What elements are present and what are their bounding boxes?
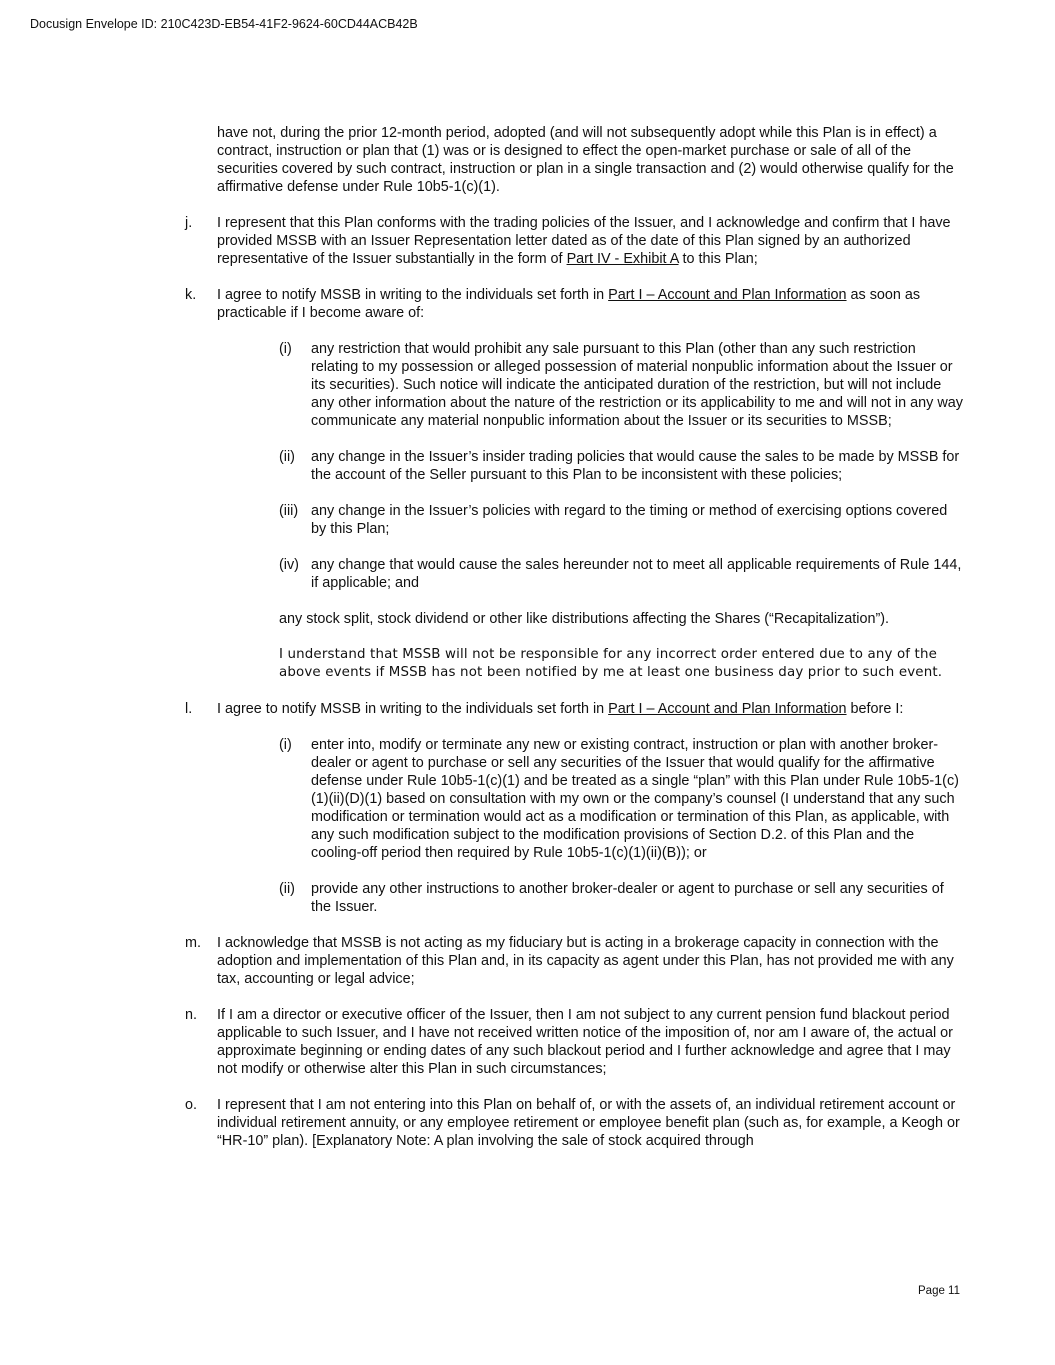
item-l-sub-ii-text: provide any other instructions to another broker-dealer or agent to purchase or sell any securities of the Issuer. (311, 881, 944, 915)
item-j-text (217, 214, 965, 268)
envelope-id: Docusign Envelope ID: 210C423D-EB54-41F2-9624-60CD44ACB42B (30, 17, 418, 31)
item-l-text-after: before I: (846, 701, 904, 717)
item-k-sub-ii-text: any change in the Issuer’s insider trading policies that would cause the sales to be made by MSSB for the account of the Seller pursuant to this Plan to be inconsistent with these policies; (311, 449, 960, 483)
item-n-text: If I am a director or executive officer of the Issuer, then I am not subject to any current pension fund blackout period applicable to such Issuer, and I have not received written notice of the imposition of, nor am I aware of, the actual or approximate beginning or ending dates of any such blackout period and I further acknowledge and agree that I may not modify or otherwise alter this Plan in such circumstances; (217, 1007, 953, 1077)
item-l-marker: l. (185, 701, 193, 717)
item-m-text: I acknowledge that MSSB is not acting as my fiduciary but is acting in a brokerage capacity in connection with the adoption and implementation of this Plan and, in its capacity as agent under this Plan, has not provided me with any tax, accounting or legal advice; (217, 935, 954, 987)
item-k-sub-i (0, 340, 1055, 430)
part-i-account-plan-link[interactable]: Part I – Account and Plan Information (608, 287, 847, 303)
continuation-paragraph: have not, during the prior 12-month period, adopted (and will not subsequently adopt while this Plan is in effect) a contract, instruction or plan that (1) was or is designed to effect the open-market purchase or sale of all of the securities covered by such contract, instruction or plan in a single transaction and (2) would otherwise qualify for the affirmative defense under Rule 10b5-1(c)(1). (217, 125, 954, 195)
item-k (0, 286, 1055, 322)
item-k-sub-iv-text: any change that would cause the sales hereunder not to meet all applicable requirements of Rule 144, if applicable; and (311, 557, 962, 591)
item-k-text-after: as soon as practicable if I become aware of: (217, 287, 921, 321)
item-o-marker: o. (185, 1097, 198, 1113)
item-k-sub-ii (0, 448, 1055, 484)
item-l-text (217, 700, 965, 718)
recapitalization-text: any stock split, stock dividend or other like distributions affecting the Shares (“Recapitalization”). (279, 611, 890, 627)
item-k-text-before: I agree to notify MSSB in writing to the individuals set forth in (217, 287, 609, 303)
document-body (0, 124, 1055, 1150)
item-o (0, 1096, 1055, 1150)
item-k-marker: k. (185, 287, 197, 303)
item-l-sub-ii (0, 880, 1055, 916)
item-k-sub-iv-marker: (iv) (279, 557, 299, 573)
item-l-sub-i-text: enter into, modify or terminate any new or existing contract, instruction or plan with another broker-dealer or agent to purchase or sell any securities of the Issuer that would qualify for the affirmative defense under Rule 10b5-1(c)(1) and be treated as a single “plan” with this Plan under Rule 10b5-1(c)(1)(ii)(D)(1) based on consultation with my own or the company’s counsel (I understand that any such modification or termination would act as a modification or termination of this Plan, as applicable, with any such modification subject to the modification provisions of Section D.2. of this Plan and the cooling-off period then required by Rule 10b5-1(c)(1)(ii)(B)); or (311, 737, 959, 861)
item-l-sub-i (0, 736, 1055, 862)
item-k-sub-iv (0, 556, 1055, 592)
item-j-text-after: to this Plan; (678, 251, 758, 267)
item-k-text (217, 286, 965, 322)
item-l-sub-i-marker: (i) (279, 737, 292, 753)
item-m-marker: m. (185, 935, 201, 951)
item-j-text-before: I represent that this Plan conforms with the trading policies of the Issuer, and I acknowledge and confirm that I have provided MSSB with an Issuer Representation letter dated as of the date of this Plan signed by an authorized representative of the Issuer substantially in the form of (217, 215, 951, 267)
item-k-sub-i-text: any restriction that would prohibit any sale pursuant to this Plan (other than any such restriction relating to my possession or alleged possession of material nonpublic information about the Issuer or its securities). Such notice will indicate the anticipated duration of the restriction, but will not include any other information about the nature of the restriction or its applicability to me and will not in any way communicate any material nonpublic information about the Issuer or its securities to MSSB; (311, 341, 963, 429)
item-n-marker: n. (185, 1007, 198, 1023)
item-m (0, 934, 1055, 988)
part-i-account-plan-link-2[interactable]: Part I – Account and Plan Information (608, 701, 847, 717)
item-n (0, 1006, 1055, 1078)
item-k-sub-iii-text: any change in the Issuer’s policies with regard to the timing or method of exercising options covered by this Plan; (311, 503, 948, 537)
item-j (0, 214, 1055, 268)
item-l-sub-ii-marker: (ii) (279, 881, 295, 897)
understand-text: I understand that MSSB will not be responsible for any incorrect order entered due to any of the above events if MSSB has not been notified by me at least one business day prior to such event. (279, 647, 943, 680)
item-k-sub-iii-marker: (iii) (279, 503, 299, 519)
item-o-text: I represent that I am not entering into this Plan on behalf of, or with the assets of, an individual retirement account or individual retirement annuity, or any employee retirement or employee benefit plan (such as, for example, a Keogh or “HR-10” plan). [Explanatory Note: A plan involving the sale of stock acquired through (217, 1097, 960, 1149)
item-j-marker: j. (185, 215, 193, 231)
item-l-text-before: I agree to notify MSSB in writing to the individuals set forth in (217, 701, 609, 717)
item-k-sub-ii-marker: (ii) (279, 449, 295, 465)
page-number: Page 11 (918, 1285, 960, 1297)
part-iv-exhibit-a-link[interactable]: Part IV - Exhibit A (566, 251, 679, 267)
item-k-sub-i-marker: (i) (279, 341, 292, 357)
item-l (0, 700, 1055, 718)
item-k-sub-iii (0, 502, 1055, 538)
